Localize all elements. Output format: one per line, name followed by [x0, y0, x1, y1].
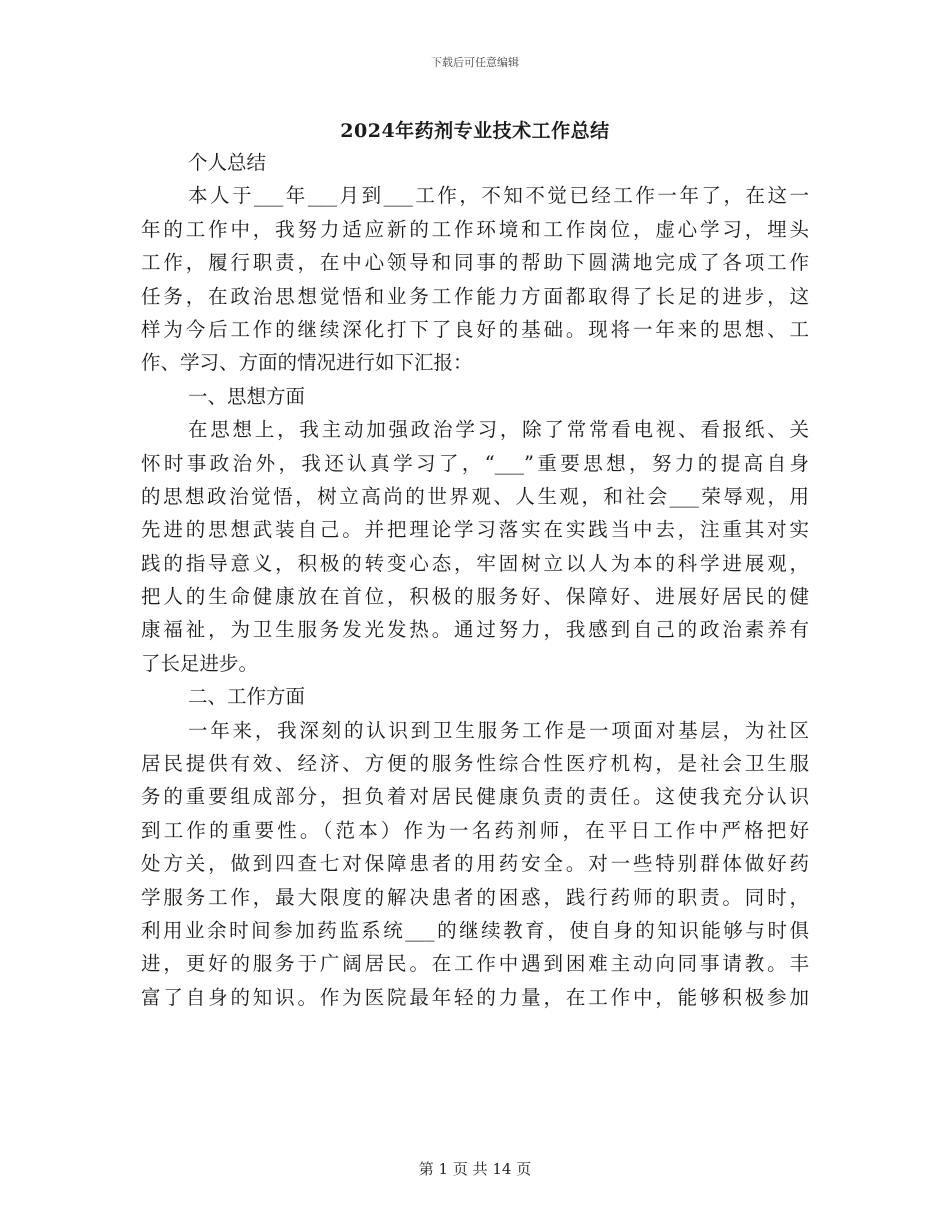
body-line: 了长足进步。	[141, 651, 259, 675]
body-line: 到工作的重要性。（范本）作为一名药剂师，在平日工作中严格把好	[141, 818, 809, 842]
body-line: 利用业余时间参加药监系统___的继续教育，使自身的知识能够与时俱	[141, 918, 809, 942]
document-title: 2024年药剂专业技术工作总结	[340, 120, 610, 142]
body-line: 工作，履行职责，在中心领导和同事的帮助下圆满地完成了各项工作	[141, 251, 809, 275]
page-number-footer: 第 1 页 共 14 页	[418, 1160, 532, 1178]
body-line: 怀时事政治外，我还认真学习了，“___”重要思想，努力的提高自身	[141, 451, 809, 475]
body-line: 富了自身的知识。作为医院最年轻的力量，在工作中，能够积极参加	[141, 985, 809, 1009]
body-line: 在思想上，我主动加强政治学习，除了常常看电视、看报纸、关	[188, 418, 809, 442]
body-line: 个人总结	[188, 151, 267, 174]
body-line: 先进的思想武装自己。并把理论学习落实在实践当中去，注重其对实	[141, 518, 809, 542]
body-line: 样为今后工作的继续深化打下了良好的基础。现将一年来的思想、工	[141, 317, 809, 341]
body-line: 任务，在政治思想觉悟和业务工作能力方面都取得了长足的进步，这	[141, 284, 809, 308]
header-note: 下载后可任意编辑	[431, 56, 519, 69]
body-line: 二、工作方面	[188, 685, 306, 709]
body-line: 处方关，做到四查七对保障患者的用药安全。对一些特别群体做好药	[141, 852, 809, 876]
body-line: 本人于___年___月到___工作，不知不觉已经工作一年了，在这一	[188, 184, 809, 208]
body-line: 的思想政治觉悟，树立高尚的世界观、人生观，和社会___荣辱观，用	[141, 484, 809, 508]
body-line: 居民提供有效、经济、方便的服务性综合性医疗机构，是社会卫生服	[141, 752, 809, 776]
body-line: 进，更好的服务于广阔居民。在工作中遇到困难主动向同事请教。丰	[141, 952, 809, 976]
body-line: 务的重要组成部分，担负着对居民健康负责的责任。这使我充分认识	[141, 785, 809, 809]
body-line: 践的指导意义，积极的转变心态，牢固树立以人为本的科学进展观，	[141, 551, 809, 575]
body-line: 年的工作中，我努力适应新的工作环境和工作岗位，虚心学习，埋头	[141, 217, 809, 241]
body-line: 把人的生命健康放在首位，积极的服务好、保障好、进展好居民的健	[141, 585, 809, 609]
body-line: 学服务工作，最大限度的解决患者的困惑，践行药师的职责。同时，	[141, 885, 809, 909]
body-line: 作、学习、方面的情况进行如下汇报：	[141, 351, 473, 375]
body-line: 康福祉，为卫生服务发光发热。通过努力，我感到自己的政治素养有	[141, 618, 809, 642]
body-line: 一、思想方面	[188, 384, 306, 408]
body-line: 一年来，我深刻的认识到卫生服务工作是一项面对基层，为社区	[188, 718, 809, 742]
document-body	[141, 146, 809, 1014]
